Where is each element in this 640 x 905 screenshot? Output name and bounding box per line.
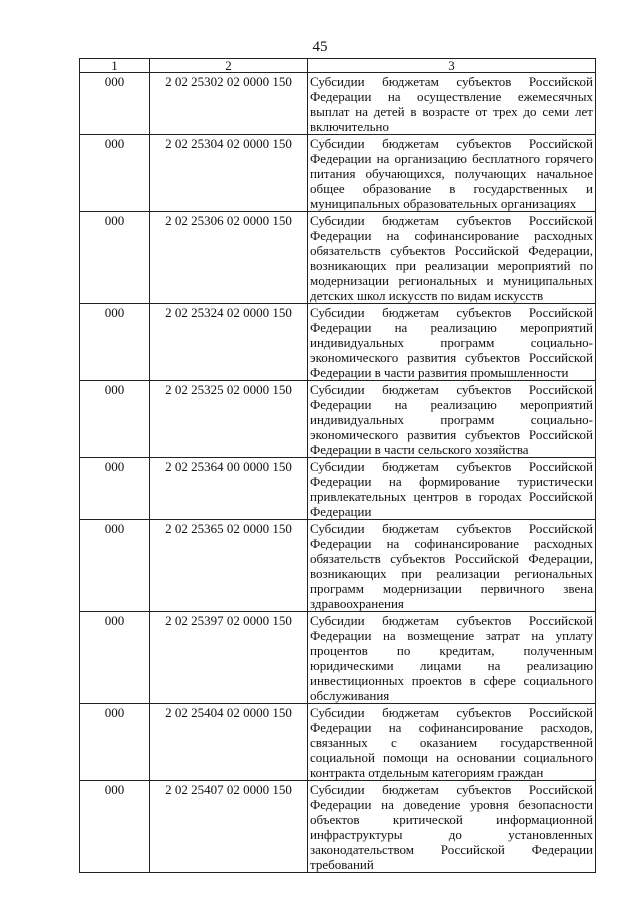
table-row <box>80 304 596 381</box>
revenue-description-cell: Субсидии бюджетам субъектов Российской Федерации на софинансирование расходных обязательств субъектов Российской Федерации, возникающих при реализации региональных программ модернизации первичного звена здравоохранения <box>308 520 596 612</box>
budget-classification-code-cell: 2 02 25404 02 0000 150 <box>150 704 308 781</box>
revenue-description-cell: Субсидии бюджетам субъектов Российской Федерации на реализацию мероприятий индивидуальных программ социально-экономического развития субъектов Российской Федерации в части развития промышленности <box>308 304 596 381</box>
admin-code-cell: 000 <box>80 304 150 381</box>
table-row <box>80 704 596 781</box>
revenue-description-cell: Субсидии бюджетам субъектов Российской Федерации на организацию бесплатного горячего питания обучающихся, получающих начальное общее образование в государственных и муниципальных образовательных организациях <box>308 135 596 212</box>
budget-classification-code-cell: 2 02 25324 02 0000 150 <box>150 304 308 381</box>
admin-code-cell: 000 <box>80 704 150 781</box>
admin-code-cell: 000 <box>80 73 150 135</box>
revenue-description-cell: Субсидии бюджетам субъектов Российской Федерации на осуществление ежемесячных выплат на детей в возрасте от трех до семи лет включительно <box>308 73 596 135</box>
table-row <box>80 612 596 704</box>
budget-classification-code-cell: 2 02 25302 02 0000 150 <box>150 73 308 135</box>
budget-classification-code-cell: 2 02 25407 02 0000 150 <box>150 781 308 873</box>
revenue-description-cell: Субсидии бюджетам субъектов Российской Федерации на доведение уровня безопасности объектов критической информационной инфраструктуры до установленных законодательством Российской Федерации требований <box>308 781 596 873</box>
table-row <box>80 212 596 304</box>
table-row <box>80 381 596 458</box>
admin-code-cell: 000 <box>80 458 150 520</box>
table-row <box>80 135 596 212</box>
table-header-row <box>80 59 596 73</box>
budget-revenue-table <box>79 58 596 873</box>
table-row <box>80 520 596 612</box>
column-header-2: 2 <box>150 59 308 73</box>
budget-classification-code-cell: 2 02 25397 02 0000 150 <box>150 612 308 704</box>
admin-code-cell: 000 <box>80 381 150 458</box>
table-row <box>80 781 596 873</box>
revenue-description-cell: Субсидии бюджетам субъектов Российской Федерации на реализацию мероприятий индивидуальных программ социально-экономического развития субъектов Российской Федерации в части сельского хозяйства <box>308 381 596 458</box>
revenue-description-cell: Субсидии бюджетам субъектов Российской Федерации на возмещение затрат на уплату процентов по кредитам, полученным юридическими лицами на реализацию инвестиционных проектов в сфере социального обслуживания <box>308 612 596 704</box>
admin-code-cell: 000 <box>80 212 150 304</box>
table-row <box>80 458 596 520</box>
table-row <box>80 73 596 135</box>
revenue-description-cell: Субсидии бюджетам субъектов Российской Федерации на формирование туристически привлекательных центров в городах Российской Федерации <box>308 458 596 520</box>
column-header-3: 3 <box>308 59 596 73</box>
admin-code-cell: 000 <box>80 612 150 704</box>
budget-classification-code-cell: 2 02 25306 02 0000 150 <box>150 212 308 304</box>
admin-code-cell: 000 <box>80 135 150 212</box>
admin-code-cell: 000 <box>80 781 150 873</box>
budget-classification-code-cell: 2 02 25365 02 0000 150 <box>150 520 308 612</box>
column-header-1: 1 <box>80 59 150 73</box>
budget-classification-code-cell: 2 02 25325 02 0000 150 <box>150 381 308 458</box>
budget-classification-code-cell: 2 02 25364 00 0000 150 <box>150 458 308 520</box>
admin-code-cell: 000 <box>80 520 150 612</box>
budget-classification-code-cell: 2 02 25304 02 0000 150 <box>150 135 308 212</box>
revenue-description-cell: Субсидии бюджетам субъектов Российской Федерации на софинансирование расходов, связанных с оказанием государственной социальной помощи на основании социального контракта отдельным категориям граждан <box>308 704 596 781</box>
page-number: 45 <box>312 39 328 55</box>
revenue-description-cell: Субсидии бюджетам субъектов Российской Федерации на софинансирование расходных обязательств субъектов Российской Федерации, возникающих при реализации мероприятий по модернизации региональных и муниципальных детских школ искусств по видам искусств <box>308 212 596 304</box>
